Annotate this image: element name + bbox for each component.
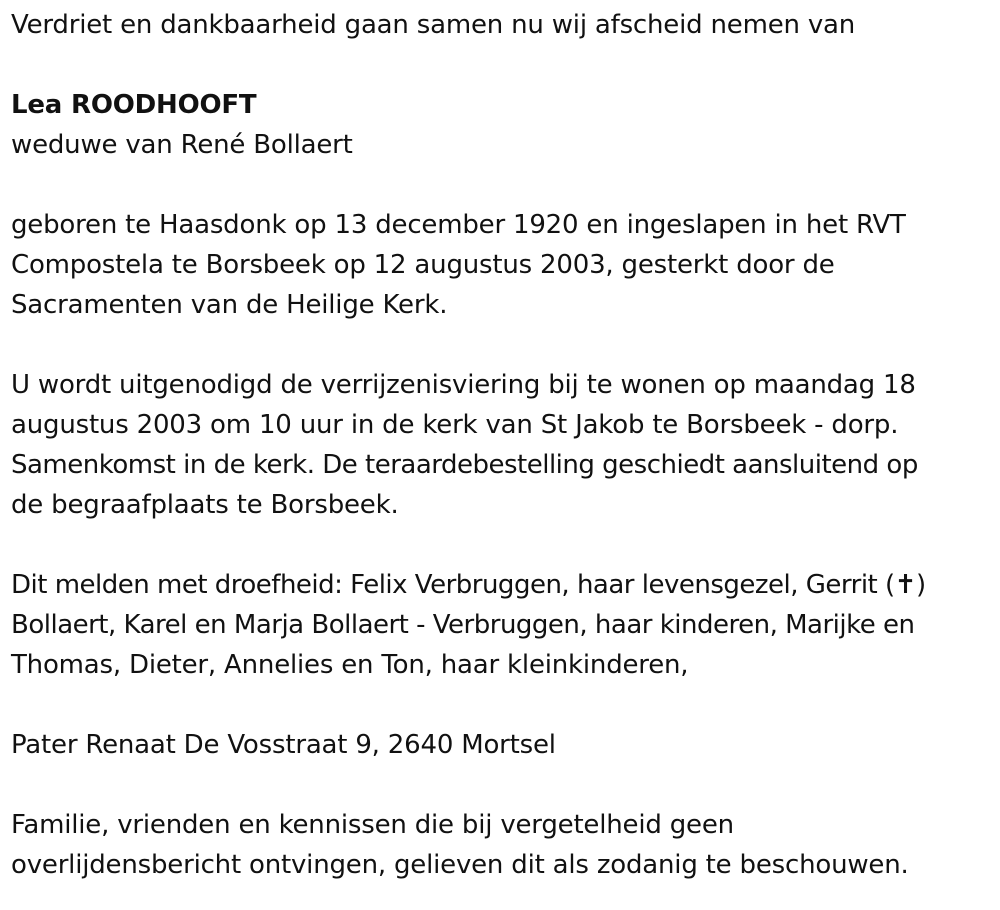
address-text: Pater Renaat De Vosstraat 9, 2640 Mortsel: [11, 730, 556, 760]
service-line: augustus 2003 om 10 uur in de kerk van St Jakob te Borsbeek - dorp.: [11, 410, 899, 440]
spacer: [11, 525, 986, 565]
spacer: [11, 165, 986, 205]
birth-death-line: geboren te Haasdonk op 13 december 1920 en ingeslapen in het RVT: [11, 210, 906, 240]
spacer: [11, 685, 986, 725]
deceased-name: Lea ROODHOOFT: [11, 90, 257, 120]
family-line: Dit melden met droefheid: Felix Verbruggen, haar levensgezel, Gerrit (✝): [11, 570, 926, 600]
service-line: U wordt uitgenodigd de verrijzenisviering bij te wonen op maandag 18: [11, 370, 916, 400]
spacer: [11, 325, 986, 365]
spacer: [11, 765, 986, 805]
closing-line: overlijdensbericht ontvingen, gelieven dit als zodanig te beschouwen.: [11, 850, 909, 880]
birth-death-line: Sacramenten van de Heilige Kerk.: [11, 290, 448, 320]
widow-of-text: weduwe van René Bollaert: [11, 130, 353, 160]
service-line: Samenkomst in de kerk. De teraardebestelling geschiedt aansluitend op: [11, 450, 918, 480]
obituary-notice: [11, 5, 986, 885]
intro-text: Verdriet en dankbaarheid gaan samen nu wij afscheid nemen van: [11, 10, 856, 40]
spacer: [11, 45, 986, 85]
birth-death-line: Compostela te Borsbeek op 12 augustus 2003, gesterkt door de: [11, 250, 835, 280]
closing-line: Familie, vrienden en kennissen die bij vergetelheid geen: [11, 810, 734, 840]
service-line: de begraafplaats te Borsbeek.: [11, 490, 399, 520]
family-line: Bollaert, Karel en Marja Bollaert - Verbruggen, haar kinderen, Marijke en: [11, 610, 915, 640]
family-line: Thomas, Dieter, Annelies en Ton, haar kleinkinderen,: [11, 650, 689, 680]
